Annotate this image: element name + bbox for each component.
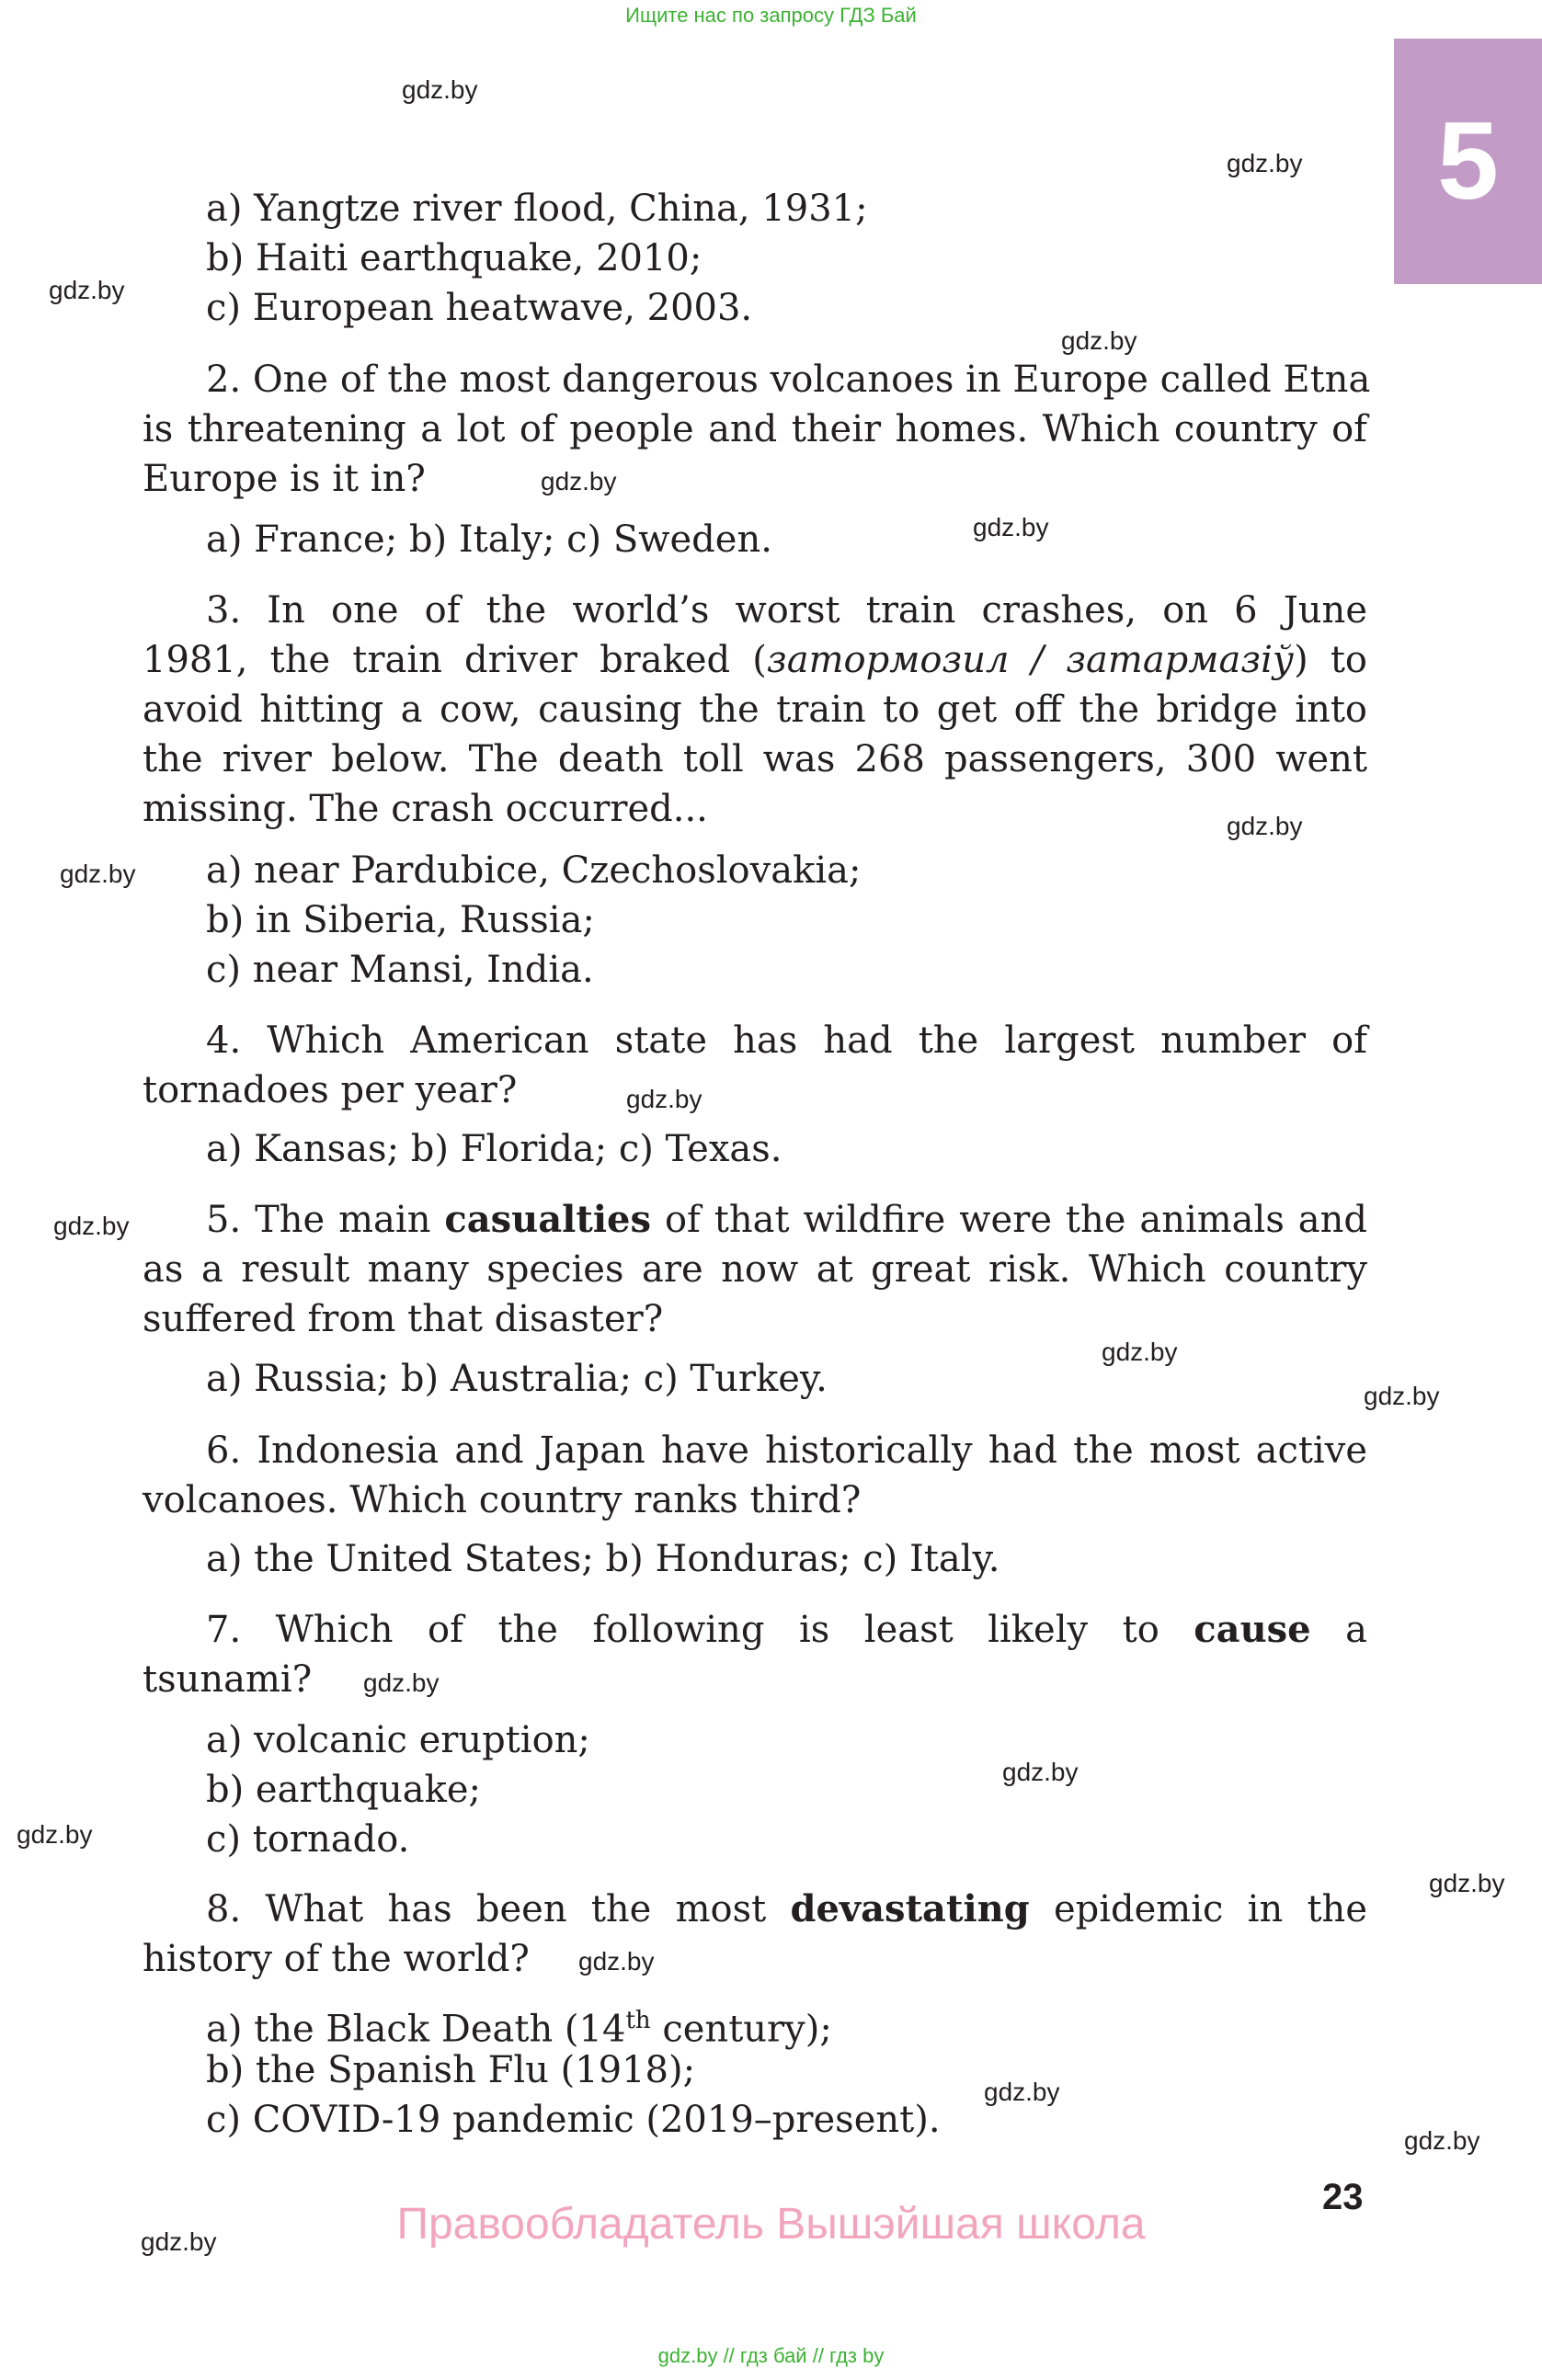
- watermark: gdz.by: [1227, 812, 1303, 840]
- q8-option-b: b) the Spanish Flu (1918);: [206, 2049, 696, 2091]
- q4-text-line: 4. Which American state has had the largest number of: [206, 1019, 1367, 1062]
- watermark: gdz.by: [578, 1947, 655, 1976]
- q3-option-c: c) near Mansi, India.: [206, 949, 594, 991]
- q3-option-b: b) in Siberia, Russia;: [206, 899, 595, 941]
- q3-text-segment: ) to: [1294, 639, 1368, 681]
- q8-text-segment: 8. What has been the most: [206, 1888, 791, 1930]
- copyright-notice: Правообладатель Вышэйшая школа: [396, 2200, 1146, 2249]
- q3-text-line: 3. In one of the world’s worst train crashes, on 6 June: [206, 589, 1367, 632]
- watermark: gdz.by: [1429, 1869, 1505, 1897]
- watermark: gdz.by: [541, 467, 617, 495]
- footer-links: gdz.by // гдз бай // гдз by: [657, 2344, 885, 2367]
- q8-text-line: history of the world?: [143, 1938, 530, 1980]
- q2-text-line: is threatening a lot of people and their homes. Which country of: [143, 408, 1367, 450]
- section-tab: 5: [1394, 39, 1542, 284]
- q8-text-line: [143, 1885, 1367, 1934]
- q3-option-a: a) near Pardubice, Czechoslovakia;: [206, 849, 862, 892]
- q5-bold-term: casualties: [444, 1198, 652, 1241]
- q3-text-segment: 1981, the train driver braked (: [143, 639, 767, 681]
- watermark: gdz.by: [141, 2227, 217, 2256]
- q3-text-line: avoid hitting a cow, causing the train to get off the bridge into: [143, 689, 1367, 731]
- q3-russian-translation: затормозил / затармазіў: [766, 639, 1295, 681]
- watermark: gdz.by: [53, 1212, 130, 1240]
- q6-options: a) the United States; b) Honduras; c) Italy.: [206, 1538, 1000, 1580]
- watermark: gdz.by: [49, 276, 125, 304]
- q1-option-c: c) European heatwave, 2003.: [206, 287, 753, 329]
- q2-text-line: Europe is it in?: [143, 458, 426, 500]
- q6-text-line: volcanoes. Which country ranks third?: [143, 1479, 862, 1521]
- q7-option-a: a) volcanic eruption;: [206, 1719, 590, 1761]
- q7-bold-term: cause: [1194, 1608, 1311, 1651]
- page-number: 23: [1322, 2177, 1364, 2217]
- watermark: gdz.by: [1364, 1382, 1440, 1410]
- q8-option-a-text: a) the Black Death (14: [206, 2008, 626, 2051]
- q8-option-c: c) COVID-19 pandemic (2019–present).: [206, 2099, 941, 2141]
- q5-text-segment: of that wildfire were the animals and: [651, 1199, 1367, 1241]
- q7-text-line: tsunami?: [143, 1658, 313, 1701]
- watermark: gdz.by: [1061, 326, 1137, 355]
- q8-option-a-text: century);: [650, 2008, 832, 2051]
- watermark: gdz.by: [1002, 1758, 1079, 1786]
- watermark: gdz.by: [17, 1820, 93, 1849]
- q6-text-line: 6. Indonesia and Japan have historically had the most active: [206, 1429, 1367, 1472]
- q7-text-line: [143, 1605, 1367, 1655]
- q3-text-line: [143, 635, 1367, 685]
- q5-options: a) Russia; b) Australia; c) Turkey.: [206, 1358, 828, 1400]
- watermark: gdz.by: [1227, 149, 1303, 177]
- watermark: gdz.by: [1404, 2126, 1480, 2155]
- q2-text-line: 2. One of the most dangerous volcanoes in Europe called Etna: [206, 359, 1371, 401]
- q4-options: a) Kansas; b) Florida; c) Texas.: [206, 1128, 782, 1170]
- q8-bold-term: devastating: [790, 1887, 1030, 1930]
- watermark: gdz.by: [973, 513, 1049, 541]
- watermark: gdz.by: [363, 1668, 440, 1697]
- q7-option-c: c) tornado.: [206, 1818, 410, 1861]
- q7-option-b: b) earthquake;: [206, 1769, 482, 1811]
- watermark: gdz.by: [626, 1085, 702, 1113]
- q8-option-a-superscript: th: [625, 2007, 651, 2034]
- q5-text-line: as a result many species are now at great risk. Which country: [143, 1248, 1367, 1291]
- q4-text-line: tornadoes per year?: [143, 1069, 518, 1111]
- top-banner: Ищите нас по запросу ГДЗ Бай: [625, 4, 917, 27]
- watermark: gdz.by: [402, 75, 478, 104]
- watermark: gdz.by: [1102, 1338, 1178, 1366]
- q1-option-b: b) Haiti earthquake, 2010;: [206, 237, 702, 279]
- q8-text-segment: epidemic in the: [1029, 1888, 1367, 1930]
- q3-text-line: missing. The crash occurred...: [143, 788, 708, 830]
- q7-text-segment: a: [1310, 1609, 1367, 1651]
- watermark: gdz.by: [60, 860, 136, 888]
- q1-option-a: a) Yangtze river flood, China, 1931;: [206, 188, 868, 230]
- q2-options: a) France; b) Italy; c) Sweden.: [206, 518, 772, 561]
- q5-text-line: [143, 1195, 1367, 1245]
- q7-text-segment: 7. Which of the following is least likely to: [206, 1609, 1194, 1651]
- q5-text-segment: 5. The main: [206, 1199, 445, 1241]
- watermark: gdz.by: [984, 2078, 1060, 2106]
- q5-text-line: suffered from that disaster?: [143, 1298, 664, 1340]
- q3-text-line: the river below. The death toll was 268 passengers, 300 went: [143, 738, 1367, 780]
